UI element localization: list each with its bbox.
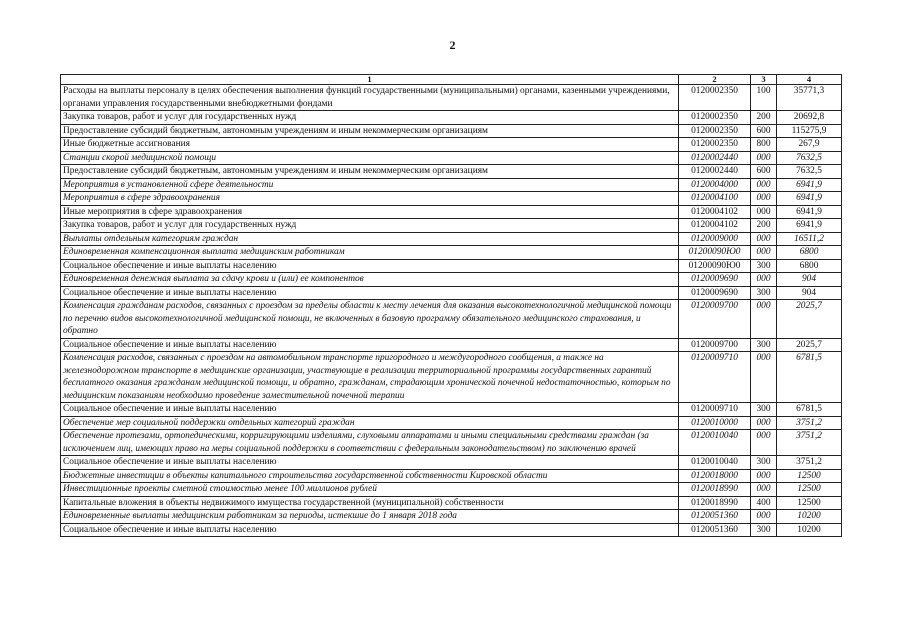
row-amount-cell: 10200 <box>777 523 842 537</box>
row-amount-cell: 10200 <box>777 510 842 524</box>
row-code-cell: 0120004000 <box>679 178 751 192</box>
row-name-cell: Компенсация расходов, связанных с проездом на автомобильном транспорте пригородного и междугородного сообщения, а также на железнодорожном транспорте в медицинские организации, участвующие в реализации территориальной программы государственных гарантий бесплатного оказания гражданам медицинской помощи, и обратно, гражданам, страдающим хронической почечной недостаточностью, которым по медицинским показаниям необходимо проведение заместительной почечной терапии <box>61 352 679 403</box>
row-name-cell: Инвестиционные проекты сметной стоимостью менее 100 миллионов рублей <box>61 483 679 497</box>
row-amount-cell: 115275,9 <box>777 124 842 138</box>
row-type-cell: 000 <box>751 300 777 339</box>
row-amount-cell: 3751,2 <box>777 416 842 430</box>
row-code-cell: 0120009690 <box>679 286 751 300</box>
row-type-cell: 000 <box>751 483 777 497</box>
table-row <box>61 300 842 339</box>
row-name-cell: Обеспечение протезами, ортопедическими, корригирующими изделиями, слуховыми аппаратами и иными специальными средствами граждан (за исключением лиц, имеющих право на меры социальной поддержки в соответствии с федеральным законодательством) по заключению врачей <box>61 430 679 456</box>
row-type-cell: 000 <box>751 469 777 483</box>
row-code-cell: 0120018000 <box>679 469 751 483</box>
row-amount-cell: 904 <box>777 273 842 287</box>
row-type-cell: 600 <box>751 165 777 179</box>
table-row <box>61 219 842 233</box>
row-amount-cell: 35771,3 <box>777 85 842 111</box>
row-type-cell: 000 <box>751 510 777 524</box>
row-type-cell: 000 <box>751 232 777 246</box>
table-row <box>61 483 842 497</box>
row-amount-cell: 6941,9 <box>777 178 842 192</box>
row-type-cell: 200 <box>751 111 777 125</box>
row-amount-cell: 12500 <box>777 469 842 483</box>
page-number: 2 <box>449 38 456 52</box>
row-code-cell: 0120051360 <box>679 510 751 524</box>
row-code-cell: 0120002440 <box>679 165 751 179</box>
table-row <box>61 456 842 470</box>
row-name-cell: Социальное обеспечение и иные выплаты населению <box>61 338 679 352</box>
header-col-2: 2 <box>679 75 751 85</box>
table-row <box>61 469 842 483</box>
header-col-4: 4 <box>777 75 842 85</box>
table-row <box>61 124 842 138</box>
row-code-cell: 0120051360 <box>679 523 751 537</box>
row-name-cell: Компенсация гражданам расходов, связанных с проездом за пределы области к месту лечения для оказания высокотехнологичной медицинской помощи по перечню видов высокотехнологичной медицинской помощи, не включенных в базовую программу обязательного медицинского страхования, и обратно <box>61 300 679 339</box>
row-name-cell: Станции скорой медицинской помощи <box>61 151 679 165</box>
row-amount-cell: 6941,9 <box>777 219 842 233</box>
header-col-3: 3 <box>751 75 777 85</box>
row-name-cell: Бюджетные инвестиции в объекты капитального строительства государственной собственности Кировской области <box>61 469 679 483</box>
row-code-cell: 0120004100 <box>679 192 751 206</box>
row-type-cell: 300 <box>751 286 777 300</box>
table-row <box>61 416 842 430</box>
row-type-cell: 300 <box>751 523 777 537</box>
row-type-cell: 000 <box>751 246 777 260</box>
row-code-cell: 0120002350 <box>679 111 751 125</box>
table-row <box>61 523 842 537</box>
row-code-cell: 0120009710 <box>679 403 751 417</box>
row-type-cell: 300 <box>751 456 777 470</box>
budget-table <box>60 74 842 537</box>
row-code-cell: 0120018990 <box>679 483 751 497</box>
row-amount-cell: 6781,5 <box>777 403 842 417</box>
row-amount-cell: 3751,2 <box>777 456 842 470</box>
table-row <box>61 232 842 246</box>
row-code-cell: 0120002350 <box>679 138 751 152</box>
row-name-cell: Единовременные выплаты медицинским работникам за периоды, истекшие до 1 января 2018 года <box>61 510 679 524</box>
row-code-cell: 0120009690 <box>679 273 751 287</box>
row-name-cell: Капитальные вложения в объекты недвижимого имущества государственной (муниципальной) собственности <box>61 496 679 510</box>
row-type-cell: 000 <box>751 416 777 430</box>
row-code-cell: 0120010040 <box>679 456 751 470</box>
table-row <box>61 138 842 152</box>
row-name-cell: Социальное обеспечение и иные выплаты населению <box>61 456 679 470</box>
table-row <box>61 192 842 206</box>
row-name-cell: Мероприятия в установленной сфере деятельности <box>61 178 679 192</box>
row-type-cell: 000 <box>751 430 777 456</box>
row-code-cell: 0120004102 <box>679 205 751 219</box>
table-row <box>61 338 842 352</box>
row-name-cell: Социальное обеспечение и иные выплаты населению <box>61 403 679 417</box>
row-name-cell: Закупка товаров, работ и услуг для государственных нужд <box>61 111 679 125</box>
row-amount-cell: 2025,7 <box>777 338 842 352</box>
row-type-cell: 300 <box>751 403 777 417</box>
table-row <box>61 85 842 111</box>
row-amount-cell: 16511,2 <box>777 232 842 246</box>
row-amount-cell: 2025,7 <box>777 300 842 339</box>
row-code-cell: 0120010040 <box>679 430 751 456</box>
table-row <box>61 246 842 260</box>
row-code-cell: 0120002350 <box>679 124 751 138</box>
row-name-cell: Расходы на выплаты персоналу в целях обеспечения выполнения функций государственными (муниципальными) органами, казенными учреждениями, органами управления государственными внебюджетными фондами <box>61 85 679 111</box>
row-amount-cell: 12500 <box>777 483 842 497</box>
row-name-cell: Предоставление субсидий бюджетным, автономным учреждениям и иным некоммерческим организациям <box>61 165 679 179</box>
row-type-cell: 100 <box>751 85 777 111</box>
row-type-cell: 000 <box>751 352 777 403</box>
table-row <box>61 403 842 417</box>
row-name-cell: Закупка товаров, работ и услуг для государственных нужд <box>61 219 679 233</box>
row-code-cell: 0120010000 <box>679 416 751 430</box>
row-type-cell: 400 <box>751 496 777 510</box>
table-header-row <box>61 75 842 85</box>
row-name-cell: Социальное обеспечение и иные выплаты населению <box>61 259 679 273</box>
row-name-cell: Выплаты отдельным категориям граждан <box>61 232 679 246</box>
row-type-cell: 000 <box>751 273 777 287</box>
row-code-cell: 0120009700 <box>679 338 751 352</box>
header-col-1: 1 <box>61 75 679 85</box>
table-row <box>61 273 842 287</box>
row-code-cell: 0120004102 <box>679 219 751 233</box>
row-code-cell: 01200090Ю0 <box>679 246 751 260</box>
row-name-cell: Социальное обеспечение и иные выплаты населению <box>61 523 679 537</box>
row-amount-cell: 7632,5 <box>777 151 842 165</box>
table-row <box>61 259 842 273</box>
table-row <box>61 205 842 219</box>
row-type-cell: 200 <box>751 219 777 233</box>
row-type-cell: 800 <box>751 138 777 152</box>
row-name-cell: Обеспечение мер социальной поддержки отдельных категорий граждан <box>61 416 679 430</box>
row-amount-cell: 6941,9 <box>777 205 842 219</box>
row-type-cell: 000 <box>751 205 777 219</box>
table-row <box>61 496 842 510</box>
row-amount-cell: 12500 <box>777 496 842 510</box>
row-code-cell: 01200090Ю0 <box>679 259 751 273</box>
row-type-cell: 300 <box>751 259 777 273</box>
row-type-cell: 300 <box>751 338 777 352</box>
table-row <box>61 165 842 179</box>
row-amount-cell: 6800 <box>777 259 842 273</box>
row-amount-cell: 7632,5 <box>777 165 842 179</box>
row-type-cell: 600 <box>751 124 777 138</box>
row-type-cell: 000 <box>751 178 777 192</box>
row-code-cell: 0120009710 <box>679 352 751 403</box>
row-code-cell: 0120002350 <box>679 85 751 111</box>
table-row <box>61 510 842 524</box>
budget-table-body <box>61 75 842 537</box>
row-name-cell: Иные мероприятия в сфере здравоохранения <box>61 205 679 219</box>
row-amount-cell: 3751,2 <box>777 430 842 456</box>
row-name-cell: Единовременная компенсационная выплата медицинским работникам <box>61 246 679 260</box>
row-type-cell: 000 <box>751 151 777 165</box>
table-row <box>61 151 842 165</box>
table-row <box>61 286 842 300</box>
row-name-cell: Социальное обеспечение и иные выплаты населению <box>61 286 679 300</box>
row-amount-cell: 6941,9 <box>777 192 842 206</box>
row-name-cell: Единовременная денежная выплата за сдачу крови и (или) ее компонентов <box>61 273 679 287</box>
row-code-cell: 0120009000 <box>679 232 751 246</box>
row-name-cell: Иные бюджетные ассигнования <box>61 138 679 152</box>
row-amount-cell: 267,9 <box>777 138 842 152</box>
row-name-cell: Мероприятия в сфере здравоохранения <box>61 192 679 206</box>
table-row <box>61 352 842 403</box>
table-row <box>61 111 842 125</box>
row-amount-cell: 20692,8 <box>777 111 842 125</box>
row-code-cell: 0120002440 <box>679 151 751 165</box>
row-amount-cell: 904 <box>777 286 842 300</box>
row-type-cell: 000 <box>751 192 777 206</box>
table-row <box>61 178 842 192</box>
row-name-cell: Предоставление субсидий бюджетным, автономным учреждениям и иным некоммерческим организациям <box>61 124 679 138</box>
row-code-cell: 0120009700 <box>679 300 751 339</box>
row-amount-cell: 6800 <box>777 246 842 260</box>
row-amount-cell: 6781,5 <box>777 352 842 403</box>
table-row <box>61 430 842 456</box>
row-code-cell: 0120018990 <box>679 496 751 510</box>
